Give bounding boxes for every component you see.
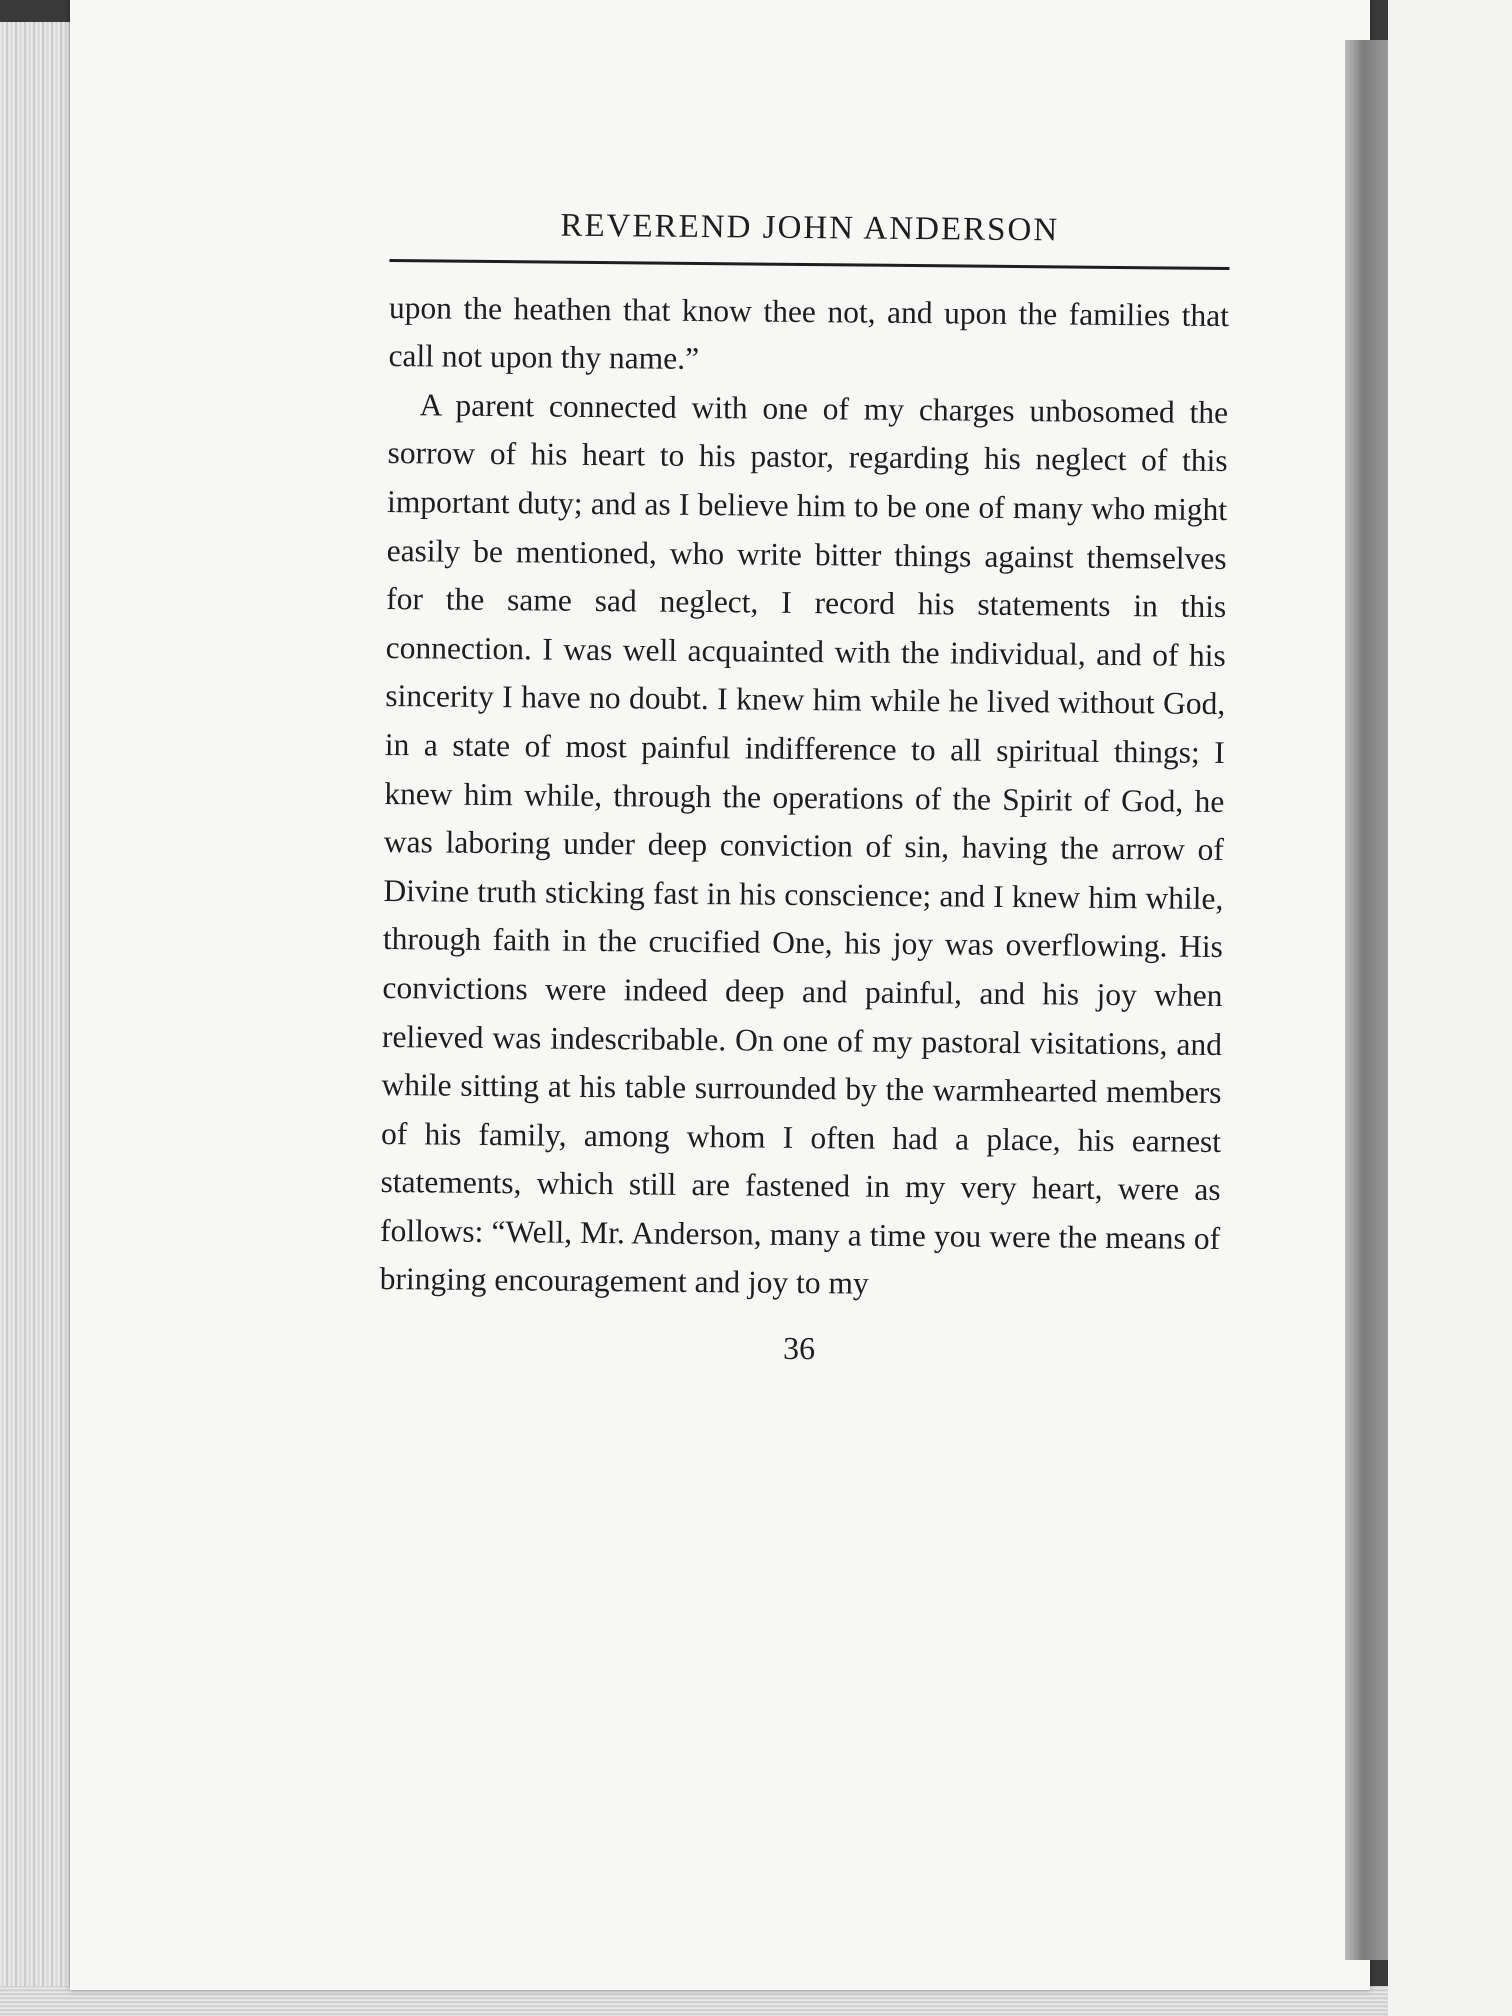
page-content bbox=[379, 205, 1230, 1371]
facing-page-edge bbox=[1388, 0, 1512, 2016]
header-rule bbox=[389, 259, 1229, 270]
body-text bbox=[379, 284, 1229, 1312]
gutter-shadow bbox=[1345, 40, 1390, 1960]
paragraph-1: upon the heathen that know thee not, and upon the families that call not upon thy name.” bbox=[388, 289, 1230, 377]
running-head: REVEREND JOHN ANDERSON bbox=[560, 207, 1060, 249]
page-edges-bottom bbox=[0, 1986, 1512, 2016]
page-number: 36 bbox=[782, 1329, 816, 1367]
paragraph-2: A parent connected with one of my charges unbosomed the sorrow of his heart to his pastor, regarding his neglect of this important duty; and as I believe him to be one of many who might easily be mentioned, who write bitter things against themselves for the same sad neglect, I record his statements in this connection. I was well acquainted with the individual, and of his sincerity I have no doubt. I knew him while he lived without God, in a state of most painful indifference to all spiritual things; I knew him while, through the operations of the Spirit of God, he was laboring under deep conviction of sin, having the arrow of Divine truth sticking fast in his conscience; and I knew him while, through faith in the crucified One, his joy was overflowing. His convictions were indeed deep and painful, and his joy when relieved was indescribable. On one of my pastoral visitations, and while sitting at his table surrounded by the warmhearted members of his family, among whom I often had a place, his earnest statements, which still are fastened in my very heart, were as follows: “Well, Mr. Anderson, many a time you were the means of bringing encouragement and joy to my bbox=[379, 387, 1229, 1302]
